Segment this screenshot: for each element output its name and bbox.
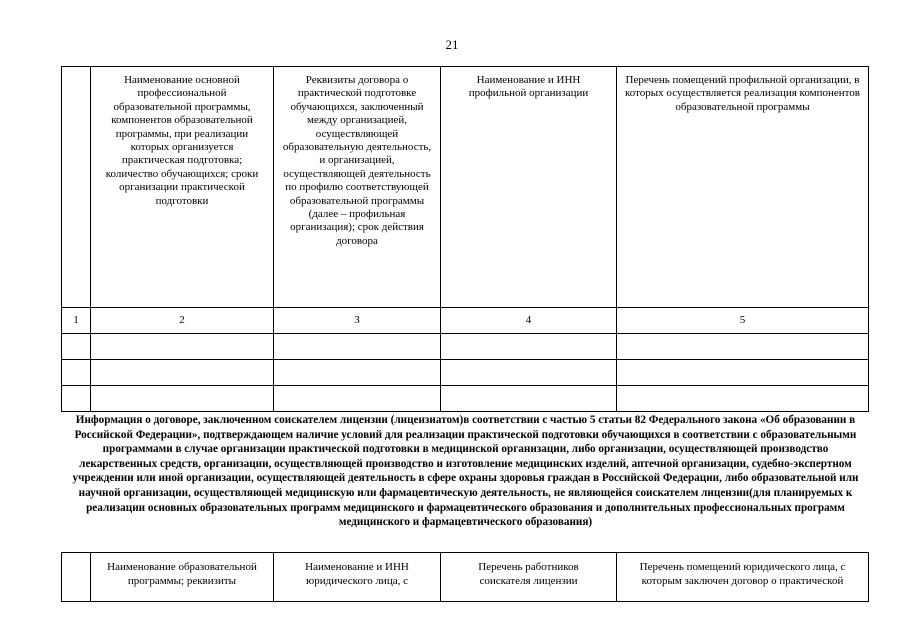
table-cell[interactable] xyxy=(91,386,274,412)
header-cell-3: Наименование и ИНН юридического лица, с xyxy=(274,553,441,602)
header-cell-5: Перечень помещений профильной организации, в которых осуществляется реализация компонентов образовательной программы xyxy=(617,67,869,308)
column-number: 3 xyxy=(274,308,441,334)
table-cell[interactable] xyxy=(441,334,617,360)
header-cell-3: Реквизиты договора о практической подготовке обучающихся, заключенный между организацией, осуществляющей образовательную деятельность, и организацией, осуществляющей деятельность по профилю соответствующей образовательной программы (далее – профильная организация); срок действия договора xyxy=(274,67,441,308)
empty-row xyxy=(62,360,869,386)
header-cell-4: Перечень работников соискателя лицензии xyxy=(441,553,617,602)
page-number: 21 xyxy=(445,37,459,52)
practical-training-table xyxy=(61,66,869,412)
header-cell-4: Наименование и ИНН профильной организации xyxy=(441,67,617,308)
column-number: 1 xyxy=(62,308,91,334)
table-cell[interactable] xyxy=(441,386,617,412)
table-cell[interactable] xyxy=(274,360,441,386)
table-header-row xyxy=(62,553,869,602)
header-cell-2: Наименование основной профессиональной образовательной программы, компонентов образовательной программы, при реализации которых организуется практическая подготовка; количество обучающихся; сроки организации практической подготовки xyxy=(91,67,274,308)
header-cell-1 xyxy=(62,553,91,602)
column-number-row xyxy=(62,308,869,334)
table-cell[interactable] xyxy=(617,360,869,386)
table-header-row xyxy=(62,67,869,308)
column-number: 2 xyxy=(91,308,274,334)
empty-row xyxy=(62,334,869,360)
table-cell[interactable] xyxy=(617,386,869,412)
table-cell[interactable] xyxy=(62,334,91,360)
empty-row xyxy=(62,386,869,412)
column-number: 5 xyxy=(617,308,869,334)
column-number: 4 xyxy=(441,308,617,334)
contract-info-table xyxy=(61,552,869,602)
table-cell[interactable] xyxy=(274,386,441,412)
table-cell[interactable] xyxy=(91,334,274,360)
header-cell-1 xyxy=(62,67,91,308)
table-cell[interactable] xyxy=(617,334,869,360)
table-cell[interactable] xyxy=(274,334,441,360)
header-cell-5: Перечень помещений юридического лица, с которым заключен договор о практической xyxy=(617,553,869,602)
info-heading: Информация о договоре, заключенном соискателем лицензии (лицензиатом)в соответствии с частью 5 статьи 82 Федерального закона «Об образовании в Российской Федерации», подтверждающем наличие условий для реализации практической подготовки обучающихся в соответствии с образовательными программами в случае организации практической подготовки в медицинской организации, либо организации, осуществляющей производство лекарственных средств, организации, осуществляющей производство и изготовление медицинских изделий, аптечной организации, судебно-экспертном учреждении или иной организации, осуществляющей деятельность в сфере охраны здоровья граждан в Российской Федерации, либо образовательной или научной организации, осуществляющей медицинскую или фармацевтическую деятельность, не являющейся соискателем лицензии(для планируемых к реализации основных образовательных программ медицинского и фармацевтического образования и дополнительных профессиональных программ медицинского и фармацевтического образования) xyxy=(72,414,859,529)
table-cell[interactable] xyxy=(91,360,274,386)
table-cell[interactable] xyxy=(441,360,617,386)
table-cell[interactable] xyxy=(62,386,91,412)
header-cell-2: Наименование образовательной программы; реквизиты xyxy=(91,553,274,602)
table-cell[interactable] xyxy=(62,360,91,386)
